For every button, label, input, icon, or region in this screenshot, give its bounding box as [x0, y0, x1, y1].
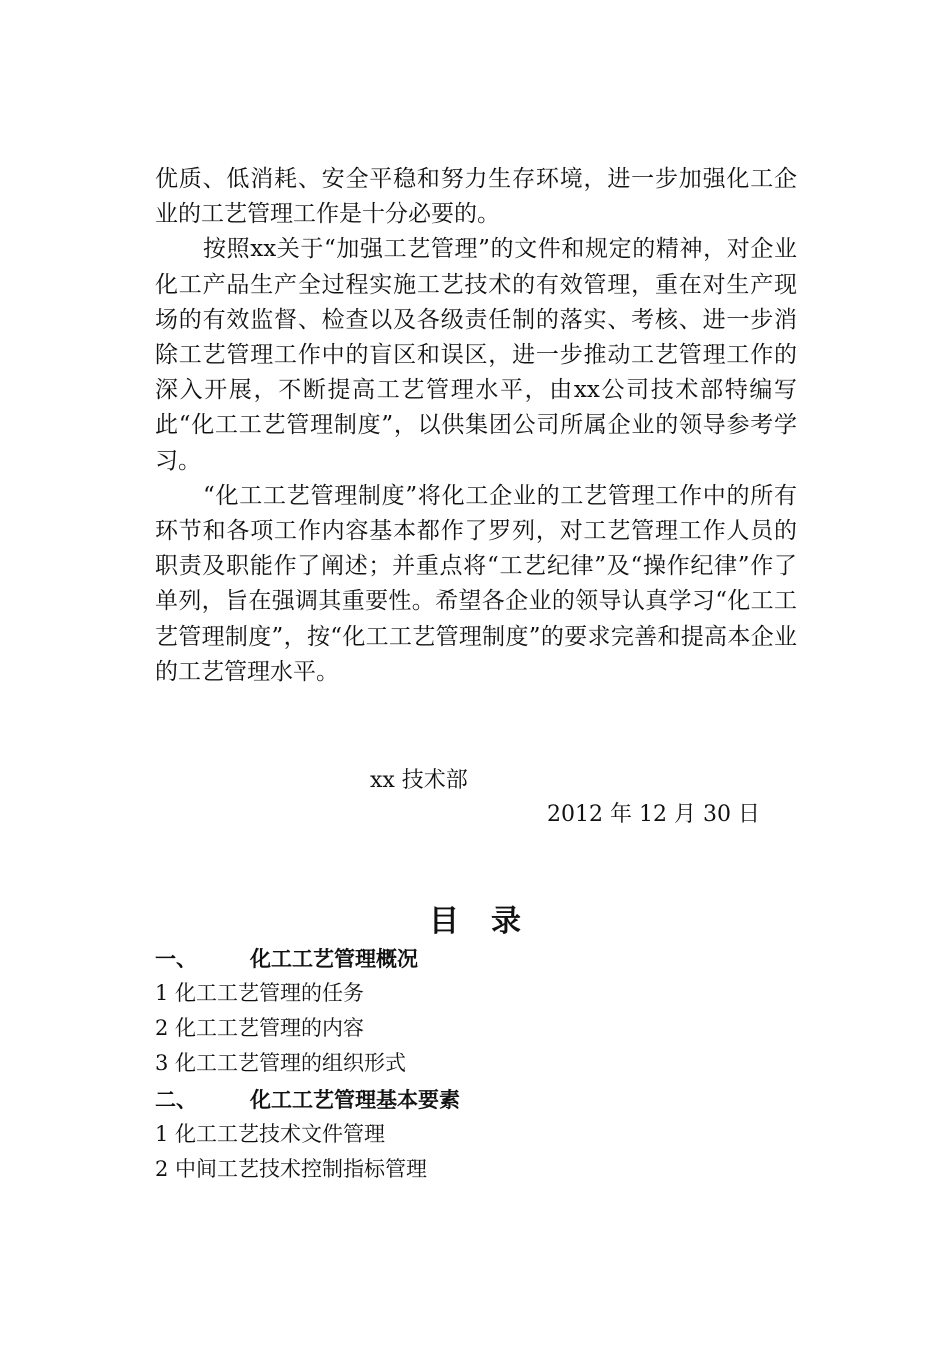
signature-date: 2012 年 12 月 30 日 — [547, 802, 760, 827]
preface-paragraph: “化工工艺管理制度”将化工企业的工艺管理工作中的所有环节和各项工作内容基本都作了罗列，对工艺管理工作人员的职责及职能作了阐述；并重点将“工艺纪律”及“操作纪律”作了单列，旨在强调其重要性。希望各企业的领导认真学习“化工工艺管理制度”，按“化工工艺管理制度”的要求完善和提高本企业的工艺管理水平。 — [155, 482, 797, 685]
toc-item[interactable]: 1 化工工艺管理的任务 — [155, 981, 365, 1005]
preface-paragraph: 按照xx关于“加强工艺管理”的文件和规定的精神，对企业化工产品生产全过程实施工艺技术的有效管理，重在对生产现场的有效监督、检查以及各级责任制的落实、考核、进一步消除工艺管理工作中的盲区和误区，进一步推动工艺管理工作的深入开展，不断提高工艺管理水平，由xx公司技术部特编写此“化工工艺管理制度”，以供集团公司所属企业的领导参考学习。 — [155, 236, 797, 474]
toc-section-number: 二、 — [155, 1088, 197, 1112]
toc-section-title: 化工工艺管理概况 — [250, 947, 418, 971]
toc-section-number: 一、 — [155, 947, 197, 971]
toc-section-heading[interactable] — [155, 940, 795, 976]
preface-paragraph: 优质、低消耗、安全平稳和努力生存环境，进一步加强化工企业的工艺管理工作是十分必要的。 — [155, 166, 797, 228]
toc-item[interactable]: 2 中间工艺技术控制指标管理 — [155, 1157, 428, 1181]
toc-title: 目录 — [429, 904, 553, 939]
preface-body — [155, 162, 797, 690]
toc-item[interactable]: 1 化工工艺技术文件管理 — [155, 1122, 386, 1146]
toc-item[interactable]: 2 化工工艺管理的内容 — [155, 1016, 365, 1040]
table-of-contents — [155, 940, 795, 1187]
toc-item[interactable]: 3 化工工艺管理的组织形式 — [155, 1051, 407, 1075]
toc-section-title: 化工工艺管理基本要素 — [250, 1088, 460, 1112]
signature-department: xx 技术部 — [370, 768, 468, 793]
toc-section-heading[interactable] — [155, 1081, 795, 1117]
